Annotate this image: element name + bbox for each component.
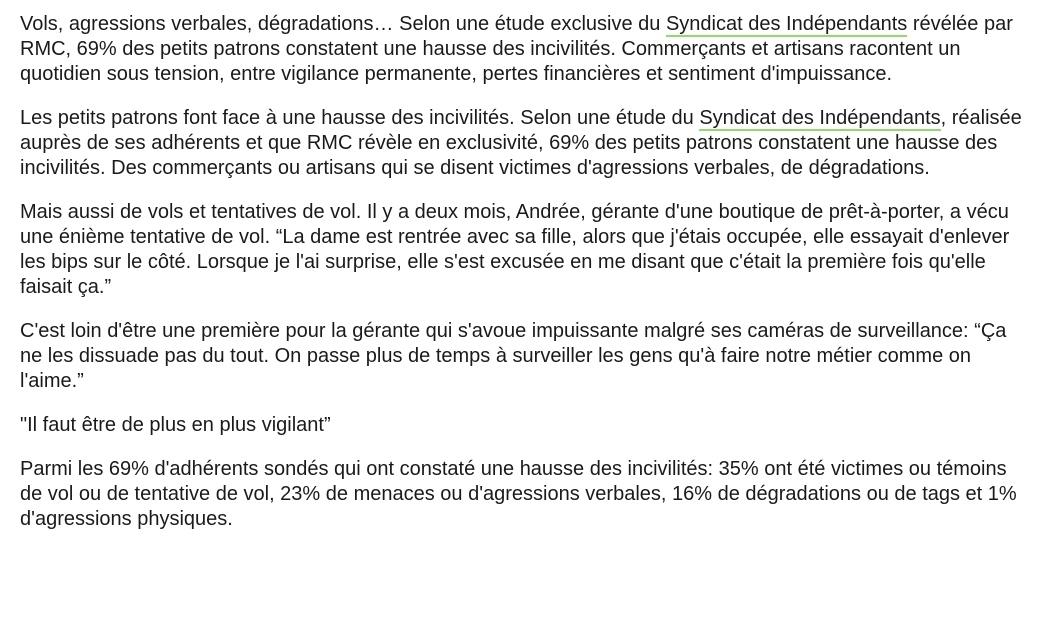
syndicat-link-2[interactable]: Syndicat des Indépendants — [699, 107, 941, 129]
syndicat-link[interactable]: Syndicat des Indépendants — [665, 13, 908, 35]
paragraph-study-text-before: Les petits patrons font face à une hausse des incivilités. Selon une étude du — [20, 107, 700, 129]
paragraph-intro-text-before: Vols, agressions verbales, dégradations… Selon une étude exclusive du — [20, 13, 666, 35]
paragraph-intro-text-after: révélée par RMC, 69% des petits patrons constatent une hausse des incivilités. Commerçants et artisans racontent un quotidien sous tension, entre vigilance permanente, pertes financières et sentiment d'impuissance. — [20, 13, 1013, 85]
paragraph-theft: Mais aussi de vols et tentatives de vol. Il y a deux mois, Andrée, gérante d'une boutique de prêt-à-porter, a vécu une énième tentative de vol. “La dame est rentrée avec sa fille, alors que j'étais occupée, elle essayait d'enlever les bips sur le côté. Lorsque je l'ai surprise, elle s'est excusée en me disant que c'était la première fois qu'elle faisait ça.” — [20, 201, 1010, 298]
paragraph-surveillance: C'est loin d'être une première pour la gérante qui s'avoue impuissante malgré ses caméras de surveillance: “Ça ne les dissuade pas du tout. On passe plus de temps à surveiller les gens qu'à faire notre métier comme on l'aime.” — [20, 320, 1007, 392]
paragraph-intro — [20, 12, 1026, 87]
paragraph-statistics: Parmi les 69% d'adhérents sondés qui ont constaté une hausse des incivilités: 35% ont été victimes ou témoins de vol ou de tentative de vol, 23% de menaces ou d'agressions verbales, 16% de dégradations ou de tags et 1% d'agressions physiques. — [20, 458, 1017, 530]
paragraph-quote-heading: "Il faut être de plus en plus vigilant” — [20, 414, 331, 436]
paragraph-study-text-after: , réalisée auprès de ses adhérents et que RMC révèle en exclusivité, 69% des petits patrons constatent une hausse des incivilités. Des commerçants ou artisans qui se disent victimes d'agressions verbales, de dégradations. — [20, 107, 1022, 179]
paragraph-study — [20, 106, 1026, 181]
